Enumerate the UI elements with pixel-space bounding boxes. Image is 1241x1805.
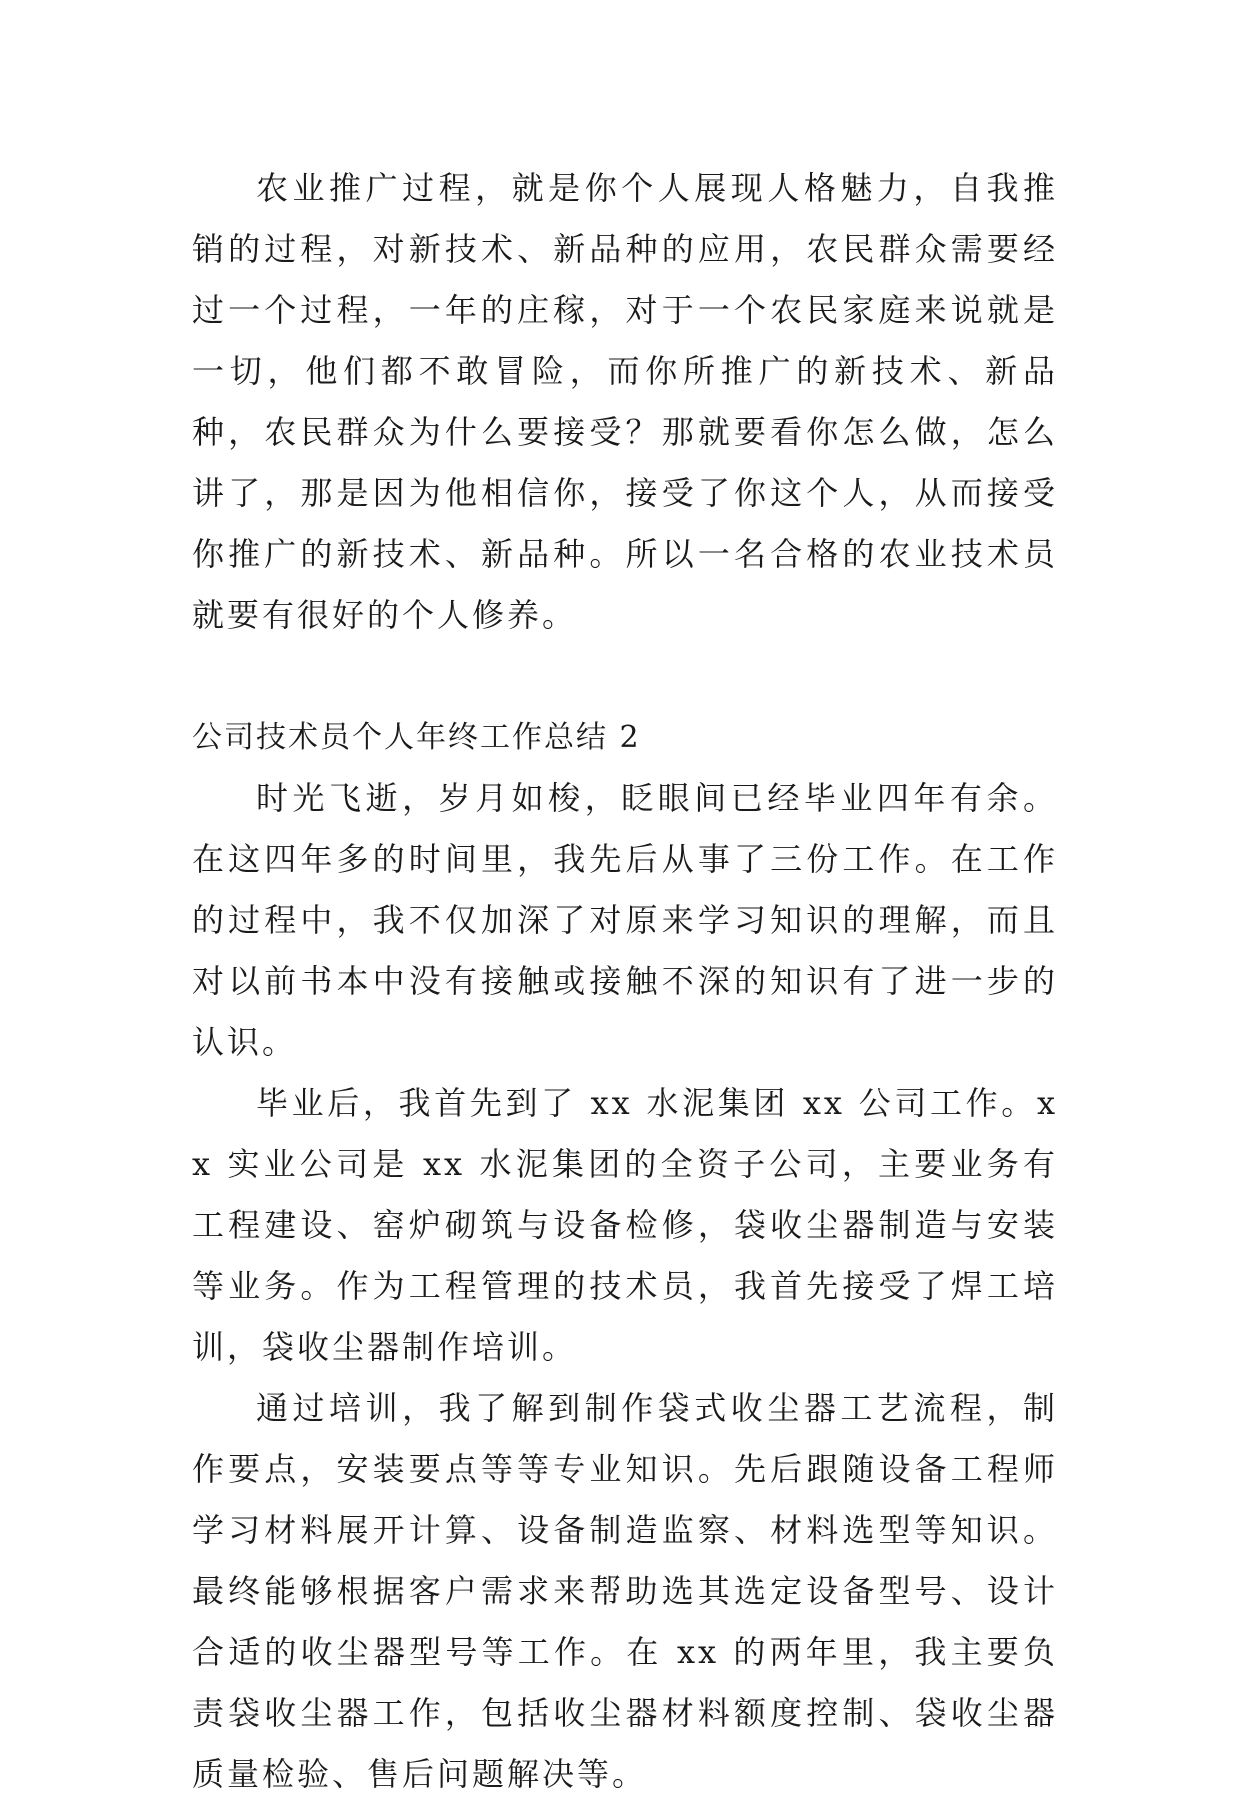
paragraph-training: 通过培训，我了解到制作袋式收尘器工艺流程，制作要点，安装要点等等专业知识。先后跟随设备工程师学习材料展开计算、设备制造监察、材料选型等知识。最终能够根据客户需求来帮助选其选定设备型号、设计合适的收尘器型号等工作。在 xx 的两年里，我主要负责袋收尘器工作，包括收尘器材料额度控制、袋收尘器质量检验、售后问题解决等。 [192,1389,1058,1793]
paragraph-time-flies: 时光飞逝，岁月如梭，眨眼间已经毕业四年有余。在这四年多的时间里，我先后从事了三份工作。在工作的过程中，我不仅加深了对原来学习知识的理解，而且对以前书本中没有接触或接触不深的知识有了进一步的认识。 [192,779,1058,1061]
paragraph-spacer [192,646,1058,707]
paragraph-after-graduation: 毕业后，我首先到了 xx 水泥集团 xx 公司工作。xx 实业公司是 xx 水泥集团的全资子公司，主要业务有工程建设、窑炉砌筑与设备检修，袋收尘器制造与安装等业务。作为工程管理的技术员，我首先接受了焊工培训，袋收尘器制作培训。 [192,1084,1058,1366]
section-heading: 公司技术员个人年终工作总结 2 [192,720,641,755]
document-body [192,158,1058,1805]
paragraph-agri-promotion: 农业推广过程，就是你个人展现人格魅力，自我推销的过程，对新技术、新品种的应用，农民群众需要经过一个过程，一年的庄稼，对于一个农民家庭来说就是一切，他们都不敢冒险，而你所推广的新技术、新品种，农民群众为什么要接受？那就要看你怎么做，怎么讲了，那是因为他相信你，接受了你这个人，从而接受你推广的新技术、新品种。所以一名合格的农业技术员就要有很好的个人修养。 [192,169,1058,634]
